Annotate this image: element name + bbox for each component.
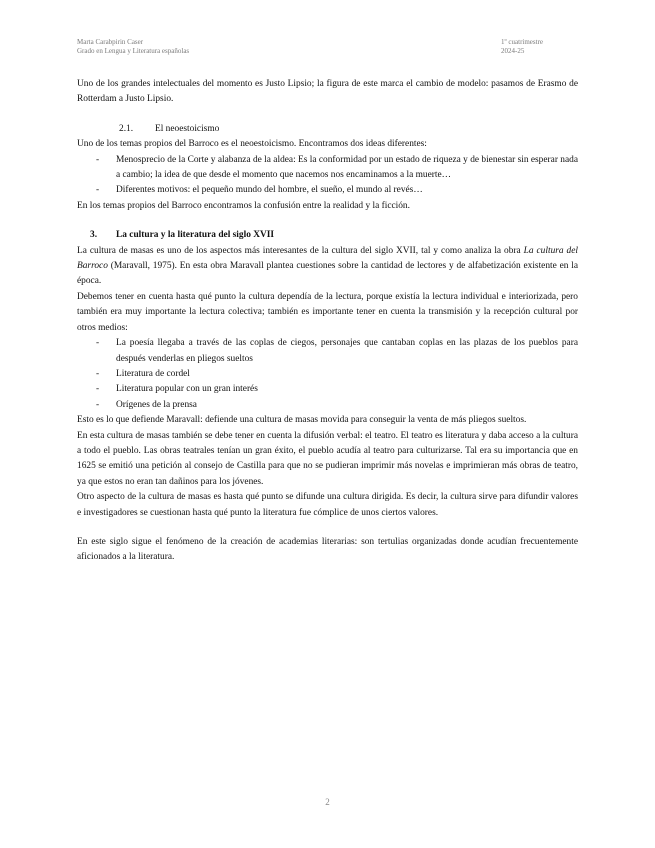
header-term: 1º cuatrimestre [501,38,544,46]
list-item: - Literatura de cordel [77,367,578,382]
intro-paragraph: Uno de los grandes intelectuales del momento es Justo Lipsio; la figura de este marca el cambio de modelo: pasamos de Erasmo de Rotterdam a Justo Lipsio. [77,79,578,105]
list-item: - Orígenes de la prensa [77,398,578,413]
header-year: 2024-25 [501,47,525,55]
subsection-closing: En los temas propios del Barroco encontramos la confusión entre la realidad y la ficción. [77,200,410,211]
section-list [77,336,578,413]
section-paragraph-2: Debemos tener en cuenta hasta qué punto la cultura dependía de la lectura, porque existía la lectura individual e interiorizada, pero también era muy importante la lectura colectiva; también es importante tener en cuenta la transmisión y la recepción cultural por otros medios: [77,291,578,333]
list-item: - La poesía llegaba a través de las coplas de ciegos, personajes que cantaban coplas en las plazas de los pueblos para después venderlas en pliegos sueltos [77,336,578,367]
section-paragraph-5: Otro aspecto de la cultura de masas es hasta qué punto se difunde una cultura dirigida. Es decir, la cultura sirve para difundir valores e investigadores se cuestionan hasta qué punto la literatura fue cómplice de unos ciertos valores. [77,492,578,518]
subsection-lead: Uno de los temas propios del Barroco es el neoestoicismo. Encontramos dos ideas diferentes: [77,139,427,150]
subsection-title: El neoestoicismo [155,123,220,134]
section-paragraph-3: Esto es lo que defiende Maravall: defiende una cultura de masas movida para conseguir la venta de más pliegos sueltos. [77,415,527,426]
p1-text-end: (Maravall, 1975). En esta obra Maravall plantea cuestiones sobre la cantidad de lectores y de alfabetización existente en la época. [77,261,578,287]
subsection-number: 2.1. [119,123,134,134]
section-paragraph-1 [77,244,578,290]
p1-text-start: La cultura de masas es uno de los aspectos más interesantes de la cultura del siglo XVII, tal y como analiza la obra [77,245,524,256]
header-left [77,38,189,56]
section-heading [77,228,578,243]
subsection-heading [77,122,578,137]
header-right [501,38,543,56]
section-title: La cultura y la literatura del siglo XVII [116,230,275,241]
subsection-list [77,153,578,199]
section-paragraph-4: En esta cultura de masas también se debe tener en cuenta la difusión verbal: el teatro. El teatro es literatura y daba acceso a la cultura a todo el pueblo. Las obras teatrales tenían un gran éxito, el pueblo acudía al teatro para culturizarse. Tal era su importancia que en 1625 se emitió una petición al consejo de Castilla para que no se pudieran imprimir más novelas e imprimieran más obras de teatro, ya que estos no eran tan dañinos para los jóvenes. [77,430,578,487]
list-item: - Diferentes motivos: el pequeño mundo del hombre, el sueño, el mundo al revés… [77,183,578,198]
document-body [77,77,578,566]
page-number: 2 [325,797,330,807]
section-number: 3. [90,230,98,241]
list-item: - Menosprecio de la Corte y alabanza de la aldea: Es la conformidad por un estado de riqueza y de bienestar sin esperar nada a cambio; la idea de que desde el momento que nacemos nos encaminamos a la muerte… [77,153,578,184]
list-item: - Literatura popular con un gran interés [77,382,578,397]
book-title: La cultura del Barroco [77,245,578,272]
section-paragraph-6: En este siglo sigue el fenómeno de la creación de academias literarias: son tertulias organizadas donde acudían frecuentemente aficionados a la literatura. [77,536,578,563]
header-degree: Grado en Lengua y Literatura españolas [77,47,190,55]
header-author: Marta Carabpirin Caser [77,38,144,46]
